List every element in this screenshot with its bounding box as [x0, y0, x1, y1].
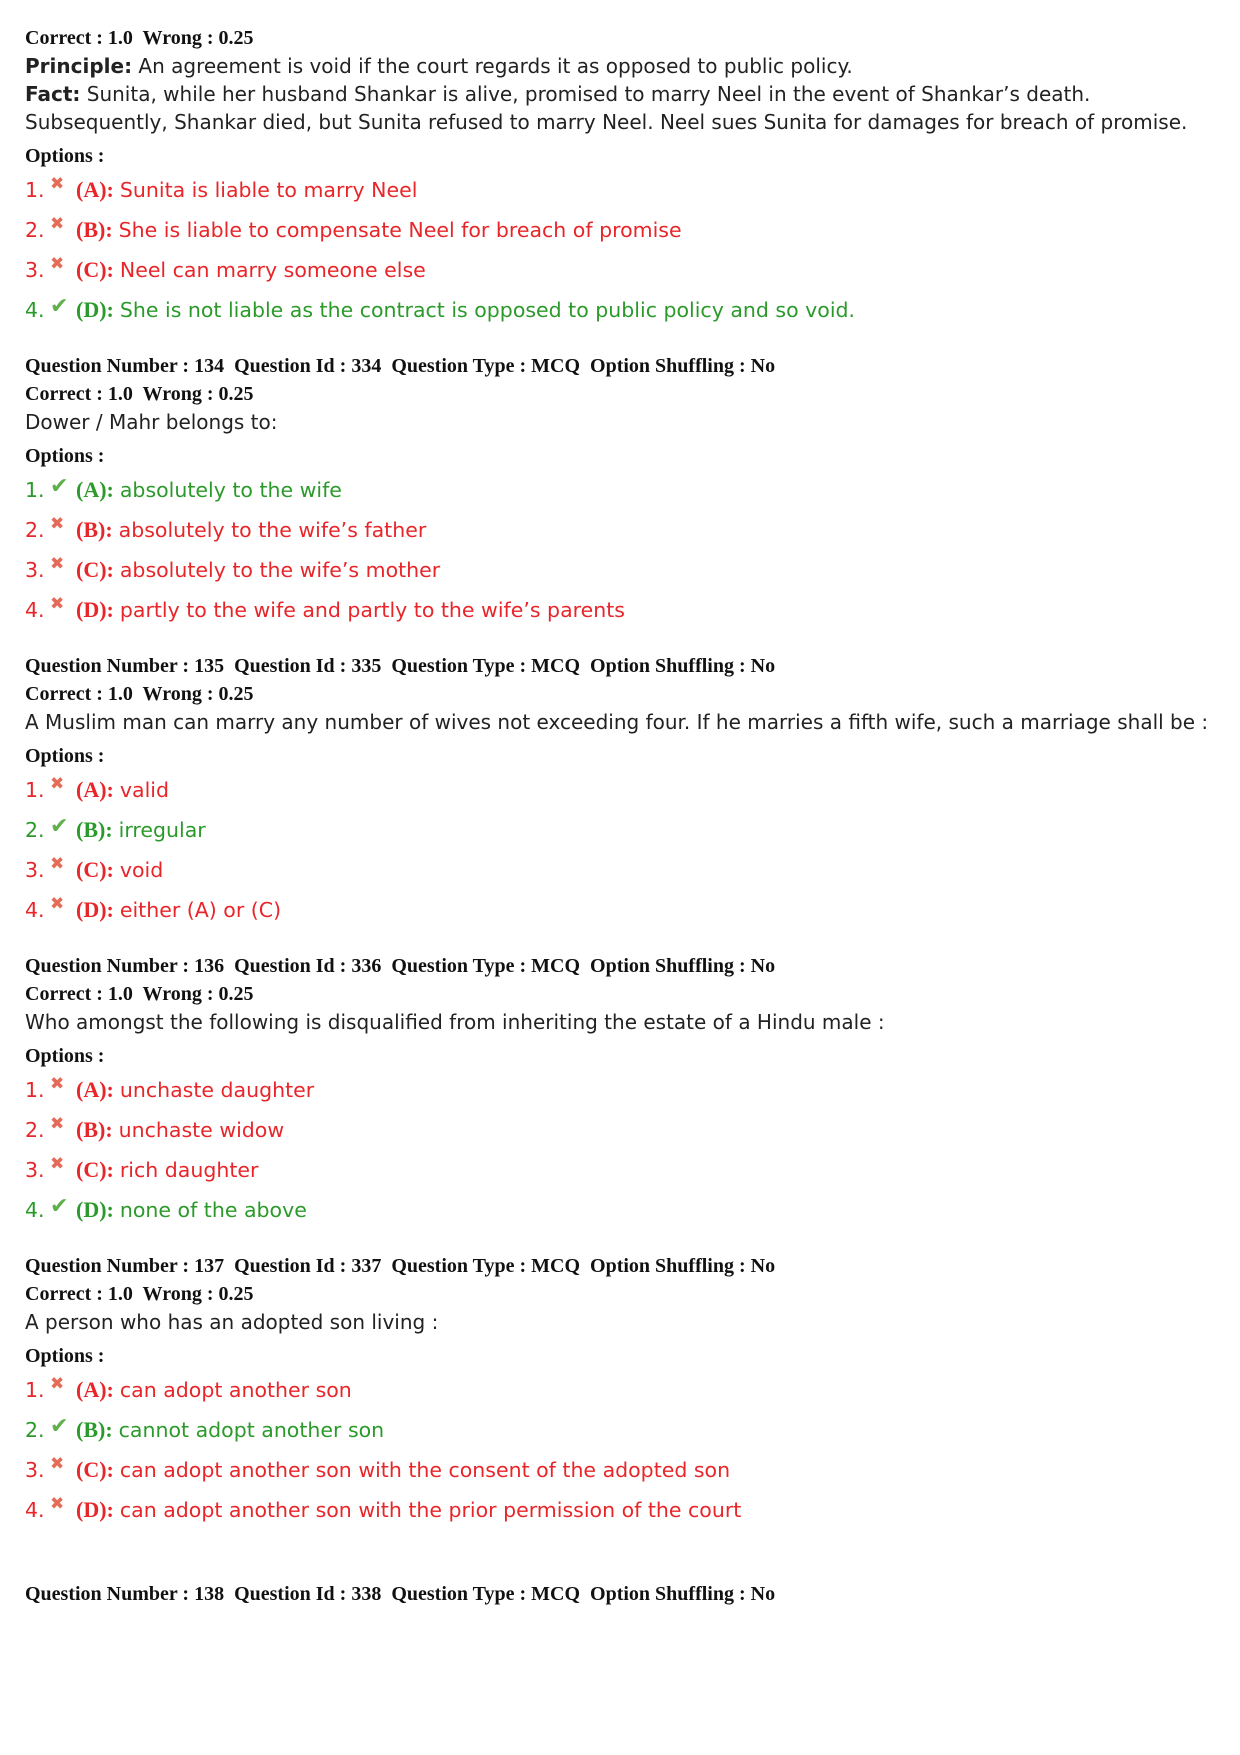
wrong-icon: ✖ [50, 214, 65, 234]
option-text: absolutely to the wife’s father [118, 518, 427, 542]
principle-text: An agreement is void if the court regards it as opposed to public policy. [132, 54, 853, 78]
wrong-icon: ✖ [50, 1454, 65, 1474]
option-number: 4. [25, 298, 45, 322]
option-number: 4. [25, 898, 45, 922]
option-letter: (C): [76, 557, 114, 582]
option-number: 2. [25, 518, 45, 542]
option-letter: (D): [76, 897, 114, 922]
question-block-137 [25, 1252, 1215, 1530]
option-text: Neel can marry someone else [119, 258, 426, 282]
question-block-136 [25, 952, 1215, 1230]
option-number: 3. [25, 1158, 45, 1182]
option-row [25, 1070, 1215, 1110]
option-letter: (A): [76, 177, 114, 202]
option-number: 1. [25, 778, 45, 802]
option-row [25, 250, 1215, 290]
option-text: unchaste daughter [119, 1078, 315, 1102]
option-text: cannot adopt another son [118, 1418, 385, 1442]
option-number: 3. [25, 858, 45, 882]
option-row [25, 1150, 1215, 1190]
option-letter: (A): [76, 1077, 114, 1102]
question-text: A person who has an adopted son living : [25, 1310, 439, 1334]
option-row [25, 1450, 1215, 1490]
wrong-icon: ✖ [50, 774, 65, 794]
option-letter: (D): [76, 297, 114, 322]
scoring-line: Correct : 1.0 Wrong : 0.25 [25, 1283, 254, 1305]
option-row [25, 290, 1215, 330]
option-number: 2. [25, 218, 45, 242]
wrong-icon: ✖ [50, 1374, 65, 1394]
option-number: 3. [25, 1458, 45, 1482]
option-number: 4. [25, 1498, 45, 1522]
option-number: 1. [25, 478, 45, 502]
question-header: Question Number : 136 Question Id : 336 Question Type : MCQ Option Shuffling : No [25, 955, 776, 977]
options-list [25, 1370, 1215, 1530]
option-text: partly to the wife and partly to the wife’s parents [119, 598, 625, 622]
principle-label: Principle: [25, 54, 133, 78]
question-text: Who amongst the following is disqualified from inheriting the estate of a Hindu male : [25, 1010, 885, 1034]
option-letter: (A): [76, 777, 114, 802]
option-row [25, 1490, 1215, 1530]
option-text: irregular [118, 818, 206, 842]
options-list [25, 770, 1215, 930]
check-icon: ✔ [50, 293, 69, 319]
option-letter: (B): [76, 817, 113, 842]
option-text: can adopt another son with the consent of the adopted son [119, 1458, 731, 1482]
check-icon: ✔ [50, 1413, 69, 1439]
option-text: void [119, 858, 164, 882]
option-number: 1. [25, 178, 45, 202]
options-list [25, 170, 1215, 330]
question-text: A Muslim man can marry any number of wives not exceeding four. If he marries a fifth wife, such a marriage shall be : [25, 710, 1209, 734]
wrong-icon: ✖ [50, 1114, 65, 1134]
question-header: Question Number : 138 Question Id : 338 Question Type : MCQ Option Shuffling : No [25, 1583, 776, 1605]
option-row [25, 590, 1215, 630]
wrong-icon: ✖ [50, 1074, 65, 1094]
option-text: She is liable to compensate Neel for breach of promise [118, 218, 682, 242]
option-row [25, 1190, 1215, 1230]
option-row [25, 1110, 1215, 1150]
option-row [25, 510, 1215, 550]
option-row [25, 810, 1215, 850]
option-row [25, 1370, 1215, 1410]
option-number: 3. [25, 258, 45, 282]
wrong-icon: ✖ [50, 854, 65, 874]
fact-label: Fact: [25, 82, 81, 106]
options-label: Options : [25, 1045, 105, 1067]
options-label: Options : [25, 145, 105, 167]
option-text: can adopt another son [119, 1378, 352, 1402]
option-text: absolutely to the wife [119, 478, 342, 502]
option-row [25, 1410, 1215, 1450]
options-list [25, 470, 1215, 630]
check-icon: ✔ [50, 473, 69, 499]
question-text: Dower / Mahr belongs to: [25, 410, 278, 434]
check-icon: ✔ [50, 813, 69, 839]
option-letter: (C): [76, 1457, 114, 1482]
option-text: unchaste widow [118, 1118, 285, 1142]
option-text: can adopt another son with the prior permission of the court [119, 1498, 742, 1522]
scoring-line: Correct : 1.0 Wrong : 0.25 [25, 27, 254, 49]
option-number: 2. [25, 1418, 45, 1442]
option-letter: (B): [76, 1117, 113, 1142]
option-number: 1. [25, 1378, 45, 1402]
option-letter: (B): [76, 217, 113, 242]
question-header: Question Number : 137 Question Id : 337 Question Type : MCQ Option Shuffling : No [25, 1255, 776, 1277]
question-block-135 [25, 652, 1215, 930]
scoring-line: Correct : 1.0 Wrong : 0.25 [25, 983, 254, 1005]
wrong-icon: ✖ [50, 594, 65, 614]
option-text: absolutely to the wife’s mother [119, 558, 441, 582]
wrong-icon: ✖ [50, 894, 65, 914]
option-letter: (D): [76, 1497, 114, 1522]
option-row [25, 550, 1215, 590]
question-header: Question Number : 135 Question Id : 335 Question Type : MCQ Option Shuffling : No [25, 655, 776, 677]
question-block-133 [25, 24, 1215, 330]
scoring-line: Correct : 1.0 Wrong : 0.25 [25, 683, 254, 705]
option-row [25, 470, 1215, 510]
options-list [25, 1070, 1215, 1230]
fact-text: Sunita, while her husband Shankar is alive, promised to marry Neel in the event of Shankar’s death. Subsequently, Shankar died, but Sunita refused to marry Neel. Neel sues Sunita for damages for breach of promise. [25, 82, 1188, 134]
wrong-icon: ✖ [50, 1494, 65, 1514]
option-letter: (B): [76, 517, 113, 542]
option-number: 4. [25, 598, 45, 622]
option-letter: (A): [76, 477, 114, 502]
wrong-icon: ✖ [50, 254, 65, 274]
principle-paragraph [25, 52, 1215, 80]
option-text: either (A) or (C) [119, 898, 282, 922]
option-text: She is not liable as the contract is opposed to public policy and so void. [119, 298, 856, 322]
option-number: 3. [25, 558, 45, 582]
exam-page [25, 24, 1215, 1630]
option-row [25, 850, 1215, 890]
question-header: Question Number : 134 Question Id : 334 Question Type : MCQ Option Shuffling : No [25, 355, 776, 377]
option-text: Sunita is liable to marry Neel [119, 178, 418, 202]
wrong-icon: ✖ [50, 1154, 65, 1174]
option-number: 4. [25, 1198, 45, 1222]
option-text: none of the above [119, 1198, 307, 1222]
question-block-134 [25, 352, 1215, 630]
option-letter: (D): [76, 1197, 114, 1222]
option-row [25, 210, 1215, 250]
option-letter: (C): [76, 857, 114, 882]
option-text: rich daughter [119, 1158, 259, 1182]
options-label: Options : [25, 745, 105, 767]
option-letter: (C): [76, 257, 114, 282]
option-number: 2. [25, 1118, 45, 1142]
check-icon: ✔ [50, 1193, 69, 1219]
fact-paragraph [25, 80, 1215, 136]
wrong-icon: ✖ [50, 174, 65, 194]
option-letter: (D): [76, 597, 114, 622]
option-letter: (C): [76, 1157, 114, 1182]
scoring-line: Correct : 1.0 Wrong : 0.25 [25, 383, 254, 405]
wrong-icon: ✖ [50, 514, 65, 534]
wrong-icon: ✖ [50, 554, 65, 574]
option-text: valid [119, 778, 169, 802]
options-label: Options : [25, 1345, 105, 1367]
option-letter: (A): [76, 1377, 114, 1402]
option-row [25, 170, 1215, 210]
option-number: 2. [25, 818, 45, 842]
option-number: 1. [25, 1078, 45, 1102]
option-row [25, 770, 1215, 810]
question-block-138 [25, 1552, 1215, 1608]
option-letter: (B): [76, 1417, 113, 1442]
options-label: Options : [25, 445, 105, 467]
option-row [25, 890, 1215, 930]
